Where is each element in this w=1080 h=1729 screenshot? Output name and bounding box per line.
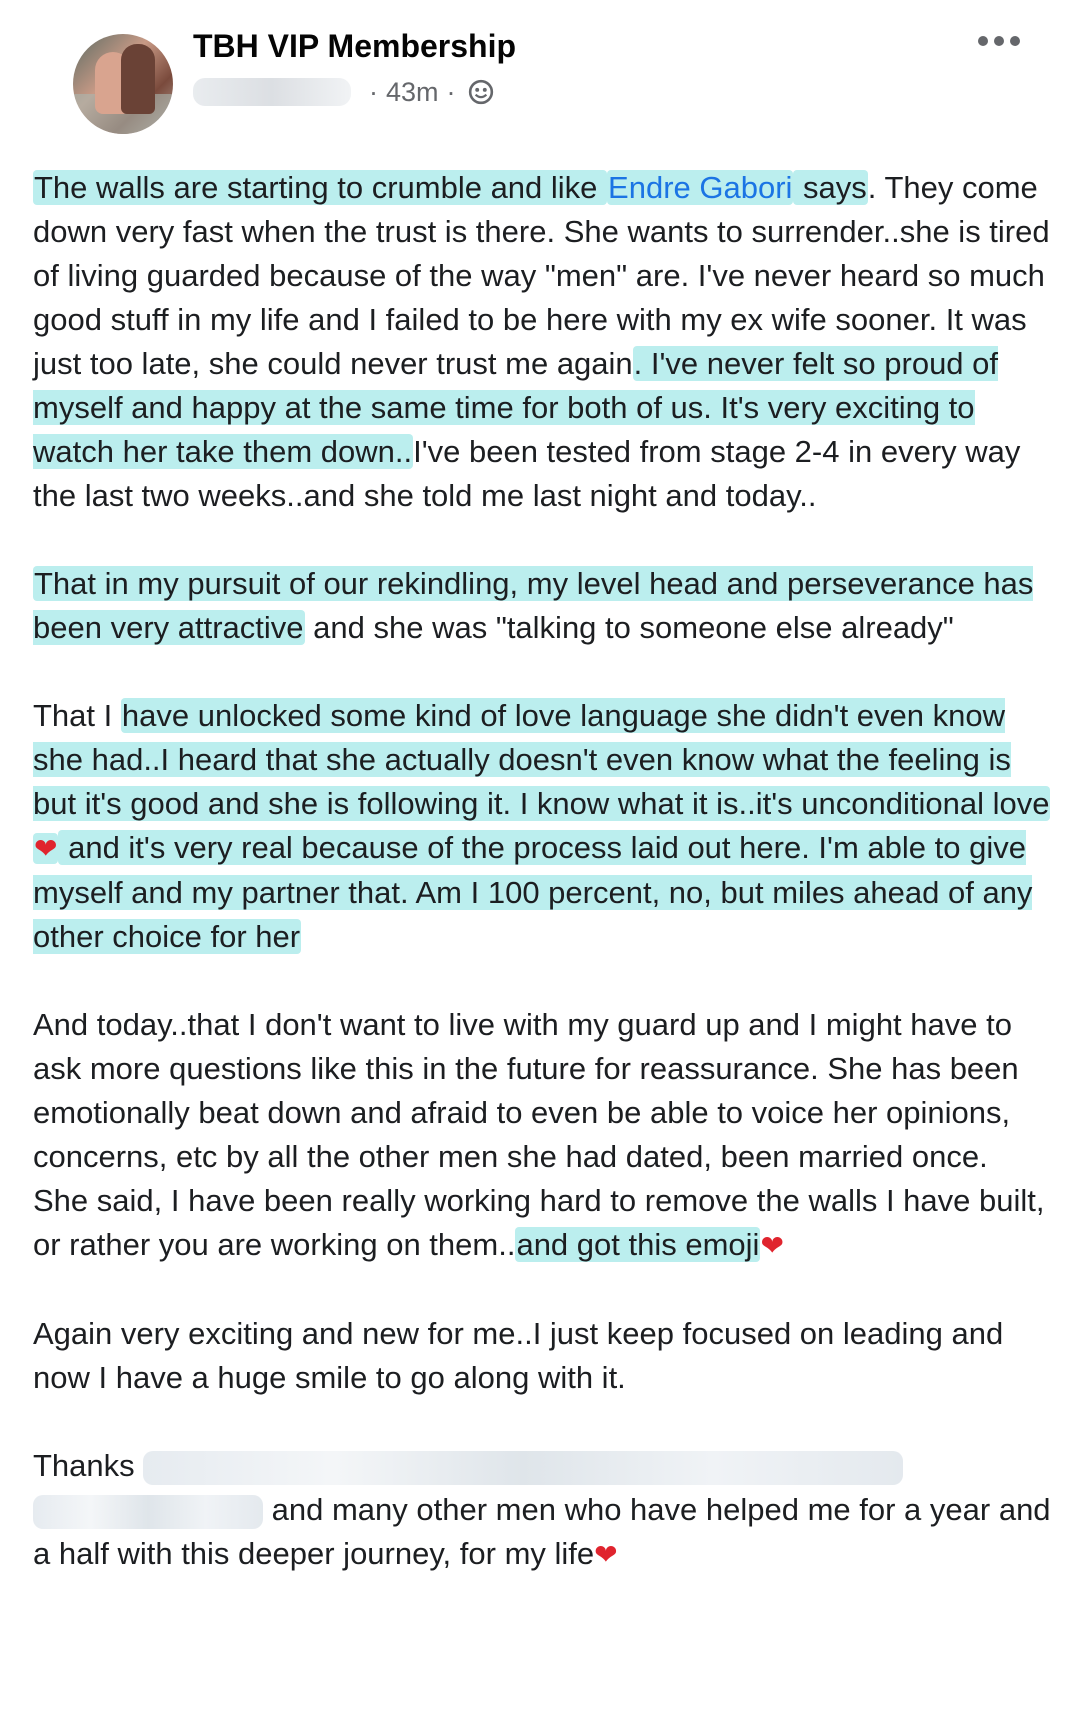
redacted-mentions bbox=[143, 1451, 903, 1485]
text: She said, I have been really working hard to remove the walls I have built, or rather you are working on them.. bbox=[33, 1183, 1045, 1262]
text: and she was "talking to someone else already" bbox=[304, 610, 954, 645]
paragraph bbox=[33, 1179, 1053, 1268]
highlighted-text: have unlocked some kind of love language she didn't even know she had..I heard that she actually doesn't even know what the feeling is but it's good and she is following it. I know what it is..it's unconditional love bbox=[33, 698, 1050, 821]
highlighted-text: and it's very real because of the process laid out here. I'm able to give myself and my partner that. Am I 100 percent, no, but miles ahead of any other choice for her bbox=[33, 830, 1033, 954]
highlighted-text: That in my pursuit of our rekindling, my level head and perseverance has been very attractive bbox=[33, 566, 1034, 645]
highlighted-text: . I've never felt so proud of myself and happy at the same time for both of us. It's very exciting to watch her take them down.. bbox=[33, 346, 999, 469]
post-body bbox=[33, 166, 1053, 1577]
post-timestamp[interactable]: 43m bbox=[386, 76, 439, 107]
text: That I bbox=[33, 698, 121, 733]
group-avatar[interactable] bbox=[73, 34, 173, 134]
meta-separator: · bbox=[446, 76, 456, 107]
highlighted-text: and got this emoji bbox=[516, 1227, 760, 1262]
heart-emoji: ❤ bbox=[594, 1539, 618, 1570]
text: Again very exciting and new for me..I just keep focused on leading and now I have a huge smile to go along with it. bbox=[33, 1316, 1004, 1395]
avatar-figure bbox=[121, 44, 155, 114]
paragraph bbox=[33, 562, 1053, 650]
meta-separator: · bbox=[369, 76, 378, 107]
heart-emoji: ❤ bbox=[760, 1230, 784, 1261]
group-name-link[interactable]: TBH VIP Membership bbox=[193, 28, 517, 64]
text: and many other men who have helped me for a year and a half with this deeper journey, for my life bbox=[33, 1492, 1051, 1571]
author-name-redacted[interactable] bbox=[193, 78, 351, 106]
more-options-icon[interactable] bbox=[978, 36, 1020, 46]
highlighted-text: The walls are starting to crumble and like bbox=[34, 170, 607, 205]
paragraph bbox=[33, 1444, 1053, 1577]
text: Thanks bbox=[33, 1448, 135, 1483]
paragraph bbox=[33, 694, 1053, 959]
redacted-mentions bbox=[33, 1495, 263, 1529]
heart-emoji: ❤ bbox=[34, 833, 58, 864]
paragraph bbox=[33, 1003, 1053, 1179]
text: . They come down very fast when the trust is there. She wants to surrender..she is tired of living guarded because of the way "men" are. I've never heard so much good stuff in my life and I failed to be here with my ex wife sooner. It was just too late, she could never trust me again bbox=[33, 170, 1050, 381]
paragraph bbox=[33, 1312, 1053, 1400]
paragraph bbox=[33, 166, 1053, 518]
post-meta bbox=[193, 74, 494, 110]
highlighted-text: says bbox=[794, 170, 867, 205]
text: I've been tested from stage 2-4 in every way the last two weeks..and she told me last night and today.. bbox=[33, 434, 1021, 513]
text: And today..that I don't want to live with my guard up and I might have to ask more questions like this in the future for reassurance. She has been emotionally beat down and afraid to even be able to voice her opinions, concerns, etc by all the other men she had dated, been married once. bbox=[33, 1007, 1019, 1174]
mention-link[interactable]: Endre Gabori bbox=[608, 170, 793, 205]
globe-icon bbox=[468, 79, 494, 105]
post-header bbox=[33, 0, 1046, 150]
